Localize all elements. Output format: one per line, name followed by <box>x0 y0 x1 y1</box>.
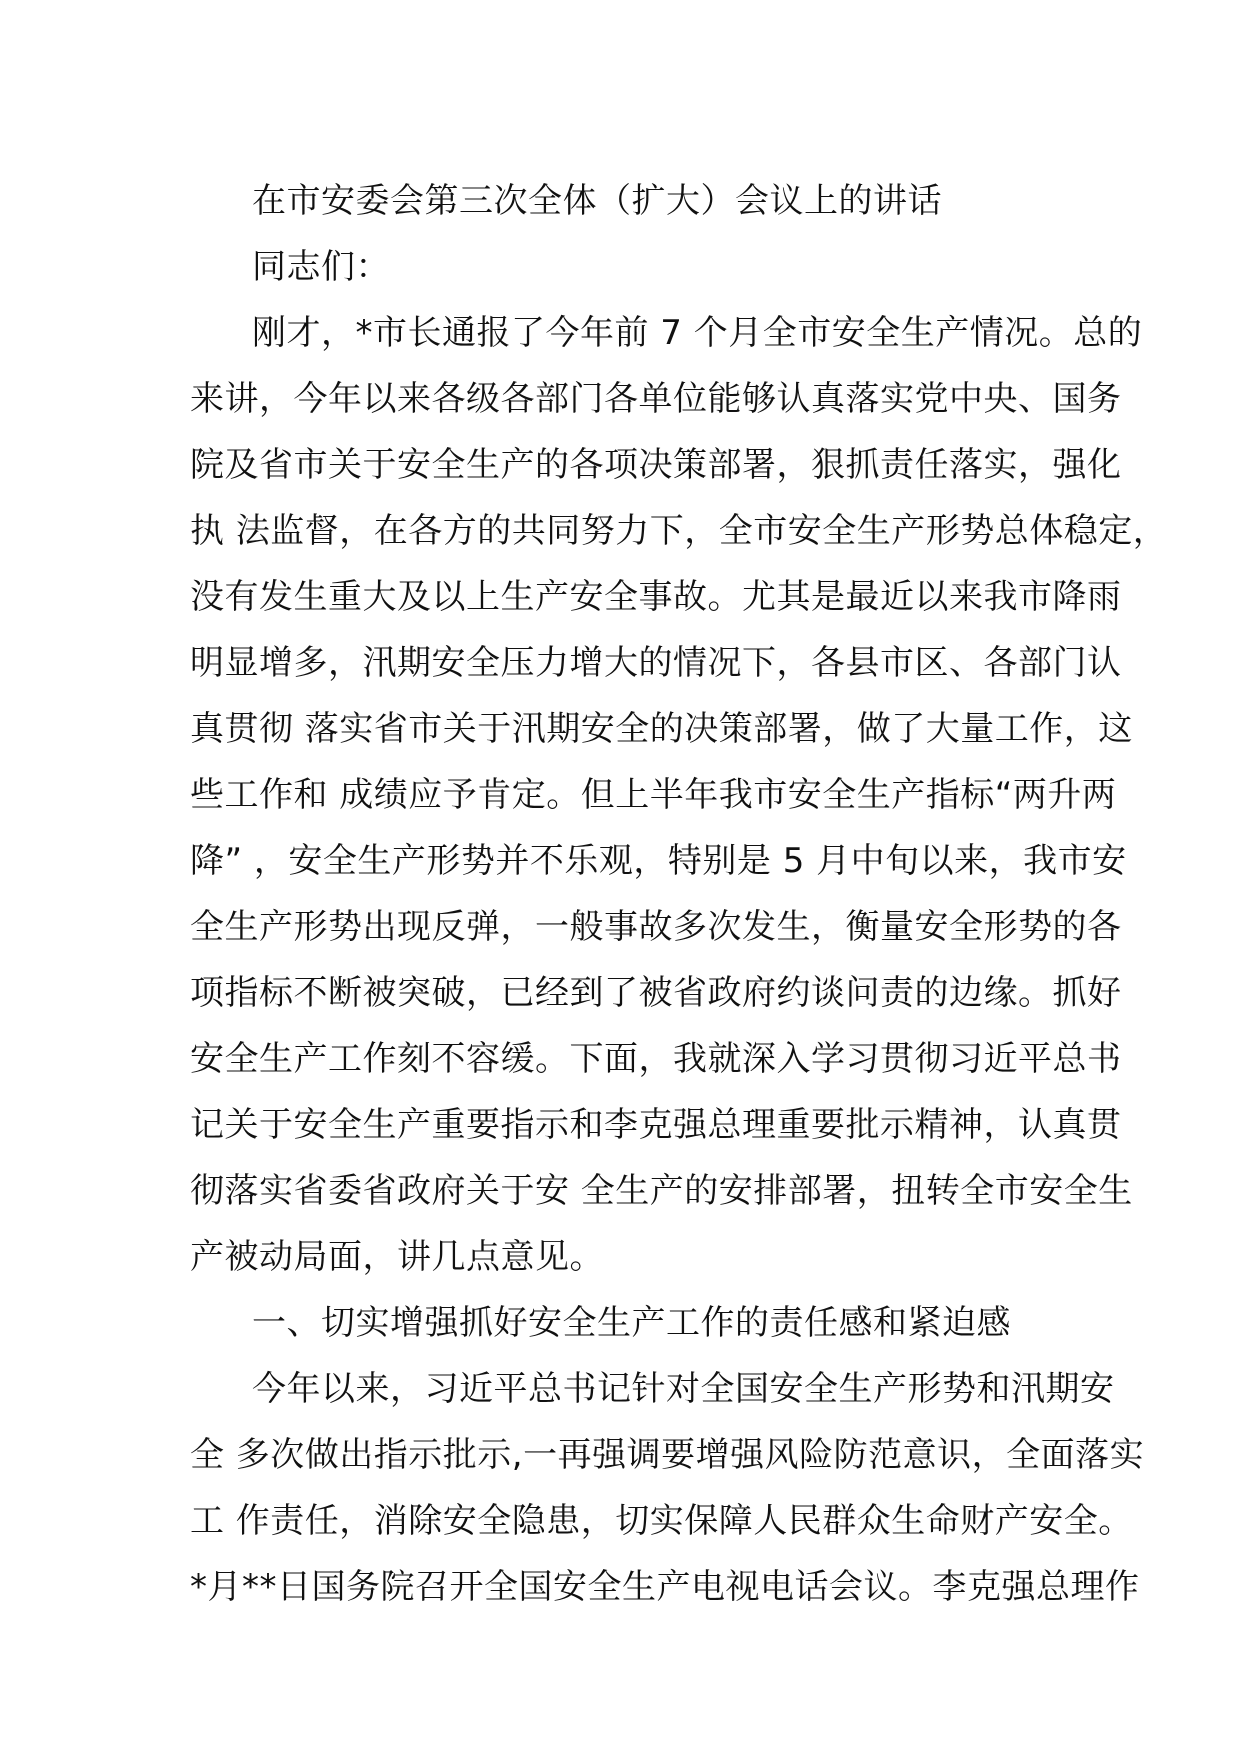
paragraph-line: 彻落实省委省政府关于安 全生产的安排部署，扭转全市安全生 <box>190 1171 1133 1211</box>
paragraph-line: 刚才，*市长通报了今年前 7 个月全市安全生产情况。总的 <box>252 313 1143 353</box>
paragraph-line: 全 多次做出指示批示,一再强调要增强风险防范意识，全面落实 <box>190 1435 1145 1475</box>
paragraph-line: 今年以来，习近平总书记针对全国安全生产形势和汛期安 <box>252 1369 1115 1409</box>
paragraph-line: 些工作和 成绩应予肯定。但上半年我市安全生产指标“两升两 <box>190 775 1117 815</box>
paragraph-line: *月**日国务院召开全国安全生产电视电话会议。李克强总理作 <box>190 1567 1140 1607</box>
document-title: 在市安委会第三次全体（扩大）会议上的讲话 <box>252 181 942 221</box>
paragraph-line: 工 作责任，消除安全隐患，切实保障人民群众生命财产安全。 <box>190 1501 1133 1541</box>
paragraph-line: 来讲，今年以来各级各部门各单位能够认真落实党中央、国务 <box>190 379 1122 419</box>
section-heading: 一、切实增强抓好安全生产工作的责任感和紧迫感 <box>252 1303 1011 1343</box>
paragraph-line: 降” ，安全生产形势并不乐观，特别是 5 月中旬以来，我市安 <box>190 841 1127 881</box>
paragraph-1 <box>190 300 1168 1290</box>
paragraph-line: 产被动局面，讲几点意见。 <box>190 1237 604 1277</box>
paragraph-line: 明显增多，汛期安全压力增大的情况下，各县市区、各部门认 <box>190 643 1122 683</box>
paragraph-line: 安全生产工作刻不容缓。下面，我就深入学习贯彻习近平总书 <box>190 1039 1122 1079</box>
paragraph-line: 没有发生重大及以上生产安全事故。尤其是最近以来我市降雨 <box>190 577 1122 617</box>
document-body <box>190 168 1168 1620</box>
paragraph-line: 执 法监督，在各方的共同努力下，全市安全生产形势总体稳定， <box>190 511 1168 551</box>
paragraph-line: 院及省市关于安全生产的各项决策部署，狠抓责任落实，强化 <box>190 445 1122 485</box>
paragraph-line: 真贯彻 落实省市关于汛期安全的决策部署，做了大量工作，这 <box>190 709 1133 749</box>
paragraph-line: 全生产形势出现反弹，一般事故多次发生，衡量安全形势的各 <box>190 907 1122 947</box>
paragraph-line: 记关于安全生产重要指示和李克强总理重要批示精神，认真贯 <box>190 1105 1122 1145</box>
paragraph-2 <box>190 1356 1145 1620</box>
salutation: 同志们： <box>252 247 390 287</box>
paragraph-line: 项指标不断被突破，已经到了被省政府约谈问责的边缘。抓好 <box>190 973 1122 1013</box>
